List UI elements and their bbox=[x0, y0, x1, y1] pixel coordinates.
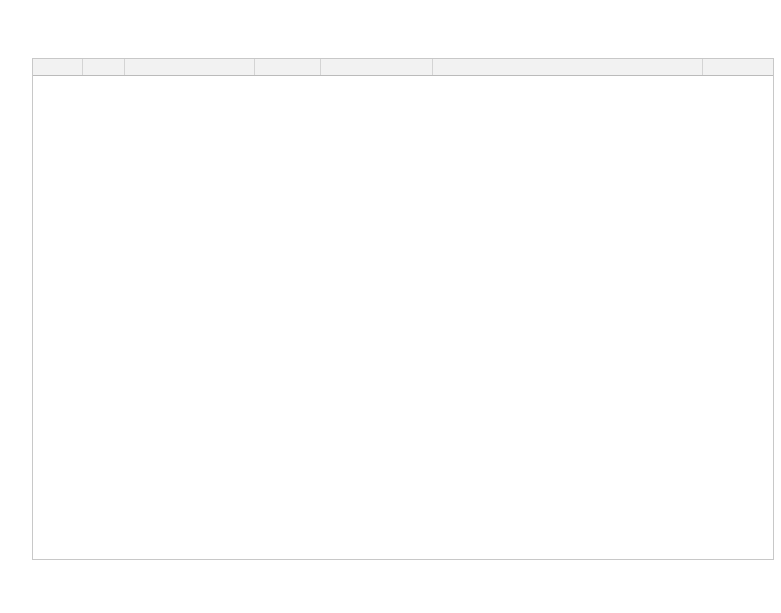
table-header bbox=[33, 59, 773, 76]
header-effect bbox=[321, 59, 433, 75]
header-notes bbox=[703, 59, 773, 75]
header-cause bbox=[83, 59, 125, 75]
nutrition-table bbox=[32, 58, 774, 560]
header-foods bbox=[433, 59, 703, 75]
header-disease bbox=[33, 59, 83, 75]
header-nutrients bbox=[255, 59, 321, 75]
header-points bbox=[125, 59, 255, 75]
